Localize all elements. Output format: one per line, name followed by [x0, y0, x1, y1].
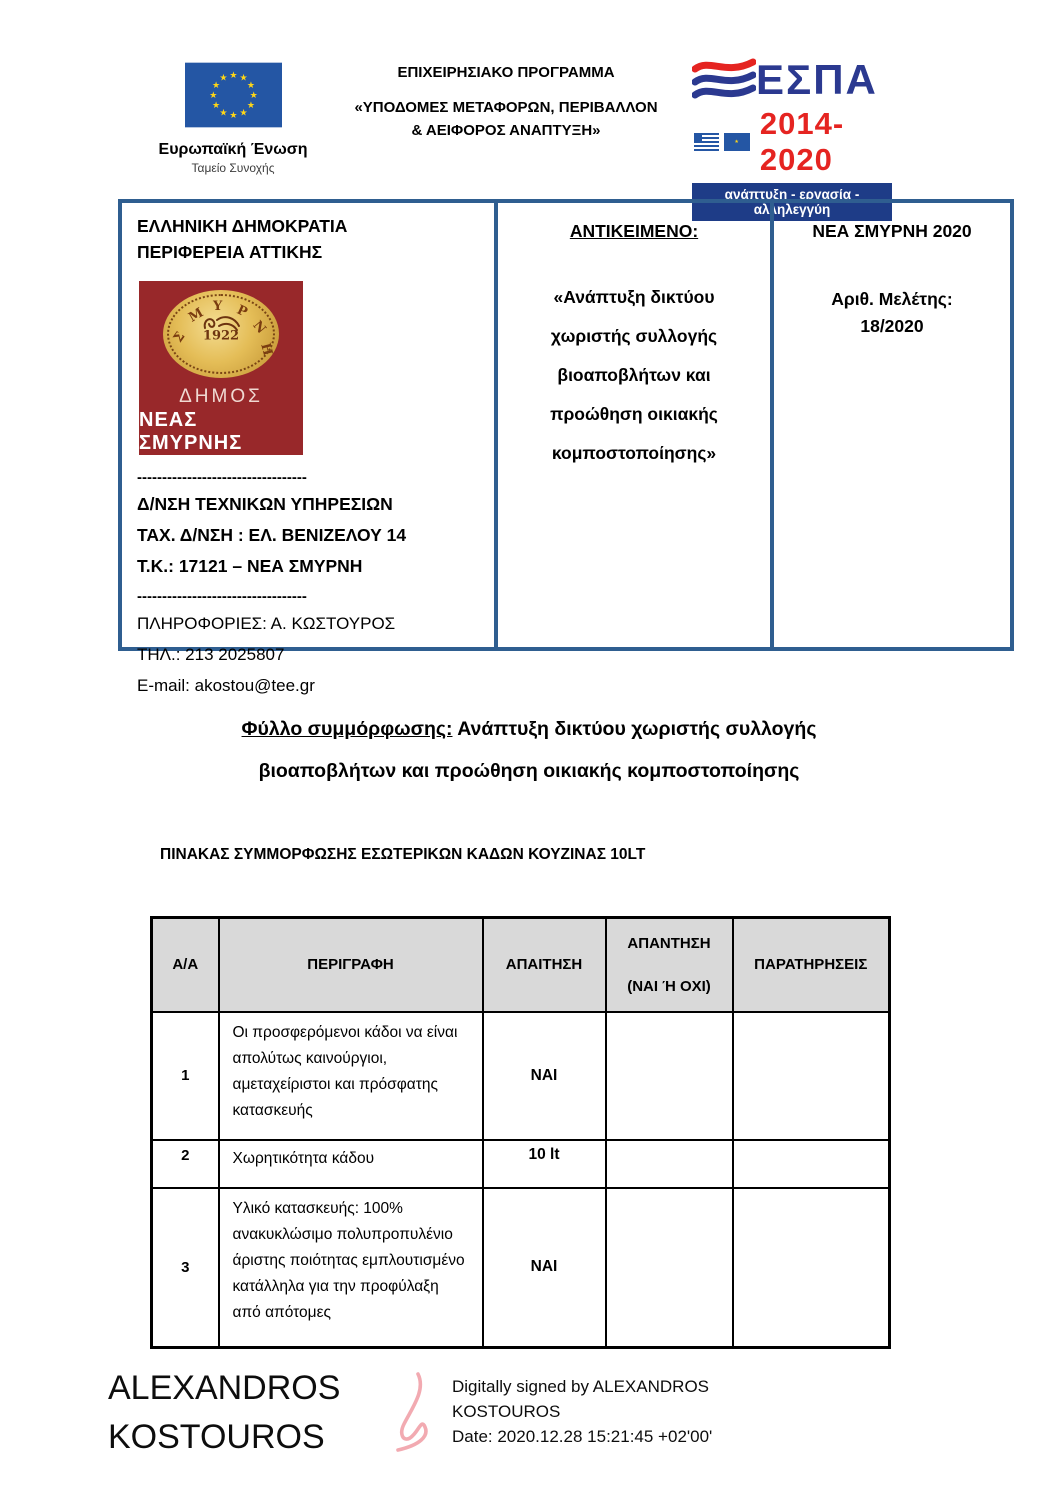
program-line-1: ΕΠΙΧΕΙΡΗΣΙΑΚΟ ΠΡΟΓΡΑΜΜΑ [397, 64, 615, 81]
row-remarks [733, 1188, 890, 1348]
row-requirement: ΝΑΙ [483, 1188, 606, 1348]
municipality-name-line2: ΝΕΑΣ ΣΜΥΡΝΗΣ [139, 409, 243, 454]
col-header-answer: ΑΠΑΝΤΗΣΗ (ΝΑΙ Ή ΟΧΙ) [606, 918, 733, 1012]
nea-smyrni-2020-label: ΝΕΑ ΣΜΥΡΝΗ 2020 [812, 221, 972, 241]
svg-text:★: ★ [211, 80, 220, 91]
eu-caption-fund: Ταμείο Συνοχής [191, 161, 275, 175]
authority-cell [122, 203, 494, 695]
row-description: Οι προσφερόμενοι κάδοι να είναι απολύτως καινούργιοι, αμεταχείριστοι και πρόσφατης κατασκευής [219, 1012, 483, 1140]
row-number: 2 [152, 1140, 219, 1188]
program-line-2: «ΥΠΟΔΟΜΕΣ ΜΕΤΑΦΟΡΩΝ, ΠΕΡΙΒΑΛΛΟΝ [354, 99, 658, 116]
table-header-row [152, 918, 890, 1012]
signature-detail-line1: Digitally signed by ALEXANDROS [452, 1377, 710, 1396]
eu-logo-block [158, 56, 308, 175]
svg-text:★: ★ [246, 80, 255, 91]
svg-text:★: ★ [228, 111, 238, 122]
row-answer [606, 1012, 733, 1140]
postal-address-label: ΤΑΧ. Δ/ΝΣΗ : ΕΛ. ΒΕΝΙΖΕΛΟΥ 14 [137, 525, 407, 545]
subject-heading: ΑΝΤΙΚΕΙΜΕΝΟ: [569, 221, 699, 241]
greek-flag-icon [694, 133, 719, 151]
hellenic-republic-label: ΕΛΛΗΝΙΚΗ ΔΗΜΟΚΡΑΤΙΑ [137, 216, 348, 236]
compliance-table-caption: ΠΙΝΑΚΑΣ ΣΥΜΜΟΡΦΩΣΗΣ ΕΣΩΤΕΡΙΚΩΝ ΚΑΔΩΝ ΚΟΥΖΙΝΑΣ 10LT [160, 846, 646, 863]
col-header-description: ΠΕΡΙΓΡΑΦΗ [219, 918, 483, 1012]
svg-text:★: ★ [239, 73, 248, 84]
svg-text:★: ★ [208, 91, 217, 102]
subject-cell: ΑΝΤΙΚΕΙΜΕΝΟ: «Ανάπτυξη δικτύου χωριστής συλλογής βιοαποβλήτων και προώθηση οικιακής κομποστοποίησης» [494, 203, 774, 647]
espa-waves-icon [692, 56, 756, 104]
row-answer [606, 1140, 733, 1188]
col-header-remarks: ΠΑΡΑΤΗΡΗΣΕΙΣ [733, 918, 890, 1012]
acrobat-ribbon-icon [394, 1370, 434, 1454]
svg-text:★: ★ [239, 108, 248, 119]
eu-caption-union: Ευρωπαϊκή Ένωση [158, 141, 308, 158]
signature-detail-line3: Date: 2020.12.28 15:21:45 +02'00' [452, 1427, 713, 1446]
eu-flag-icon [185, 56, 282, 134]
email-label: E-mail: akostou@tee.gr [137, 676, 315, 695]
phone-label: ΤΗΛ.: 213 2025807 [137, 645, 285, 664]
row-remarks [733, 1012, 890, 1140]
municipality-logo [139, 281, 303, 455]
svg-text:★: ★ [218, 73, 227, 84]
coin-spiral-art [199, 310, 243, 336]
espa-tagline-banner: ανάπτυξη - εργασία - αλληλεγγύη [692, 183, 892, 221]
table-row [152, 1188, 890, 1348]
row-remarks [733, 1140, 890, 1188]
study-number-cell [774, 203, 1010, 647]
col-header-requirement: ΑΠΑΙΤΗΣΗ [483, 918, 606, 1012]
signature-detail-line2: KOSTOUROS [452, 1402, 561, 1421]
study-number-label: Αριθ. Μελέτης: [831, 289, 953, 309]
signature-details [452, 1364, 712, 1449]
title-rest-part: Ανάπτυξη δικτύου χωριστής συλλογής [452, 718, 817, 740]
municipality-name-line1: ΔΗΜΟΣ [179, 386, 263, 407]
signer-name: ALEXANDROS KOSTOUROS [108, 1369, 341, 1456]
row-answer [606, 1188, 733, 1348]
compliance-table [150, 916, 891, 1349]
row-description: Υλικό κατασκευής: 100% ανακυκλώσιμο πολυπροπυλένιο άριστης ποιότητας εμπλουτισμένο κατάλληλα για την προφύλαξη από απότομες [219, 1188, 483, 1348]
program-line-3: & ΑΕΙΦΟΡΟΣ ΑΝΑΠΤΥΞΗ» [411, 122, 601, 139]
header-info-table [118, 199, 1014, 695]
eu-flag-small-icon: ★ [724, 133, 749, 151]
svg-text:★: ★ [211, 101, 220, 112]
dashed-divider: ---------------------------------- [137, 469, 307, 486]
col-header-index: Α/Α [152, 918, 219, 1012]
table-row [152, 1140, 890, 1188]
svg-text:★: ★ [218, 108, 227, 119]
operational-program-title [322, 64, 690, 142]
attica-region-label: ΠΕΡΙΦΕΡΕΙΑ ΑΤΤΙΚΗΣ [137, 242, 323, 262]
postal-code-label: Τ.Κ.: 17121 – ΝΕΑ ΣΜΥΡΝΗ [137, 556, 363, 576]
row-requirement: 10 lt [483, 1140, 606, 1188]
espa-years: 2014-2020 [759, 106, 845, 177]
svg-text:★: ★ [246, 101, 255, 112]
row-number: 3 [152, 1188, 219, 1348]
svg-text:★: ★ [249, 91, 258, 102]
row-number: 1 [152, 1012, 219, 1140]
technical-dept-label: Δ/ΝΣΗ ΤΕΧΝΙΚΩΝ ΥΠΗΡΕΣΙΩΝ [137, 494, 393, 514]
contact-person-label: ΠΛΗΡΟΦΟΡΙΕΣ: Α. ΚΩΣΤΟΥΡΟΣ [137, 614, 396, 633]
compliance-sheet-title [0, 708, 1058, 792]
coin-year: 1922 [202, 328, 240, 344]
title-underlined-part: Φύλλο συμμόρφωσης: [241, 718, 453, 740]
table-row [152, 1012, 890, 1140]
digital-signature-block [108, 1364, 712, 1462]
espa-logo-block [692, 56, 908, 221]
dashed-divider: ---------------------------------- [137, 588, 307, 605]
smyrna-coin-emblem: Σ Μ Υ Ρ Ν Η 1922 [163, 290, 279, 378]
row-requirement: ΝΑΙ [483, 1012, 606, 1140]
espa-name: ΕΣΠΑ [756, 56, 878, 103]
title-line2: βιοαποβλήτων και προώθηση οικιακής κομποστοποίησης [258, 760, 800, 782]
row-description: Χωρητικότητα κάδου [219, 1140, 483, 1188]
svg-text:★: ★ [228, 70, 238, 81]
study-number-value: 18/2020 [860, 316, 924, 336]
